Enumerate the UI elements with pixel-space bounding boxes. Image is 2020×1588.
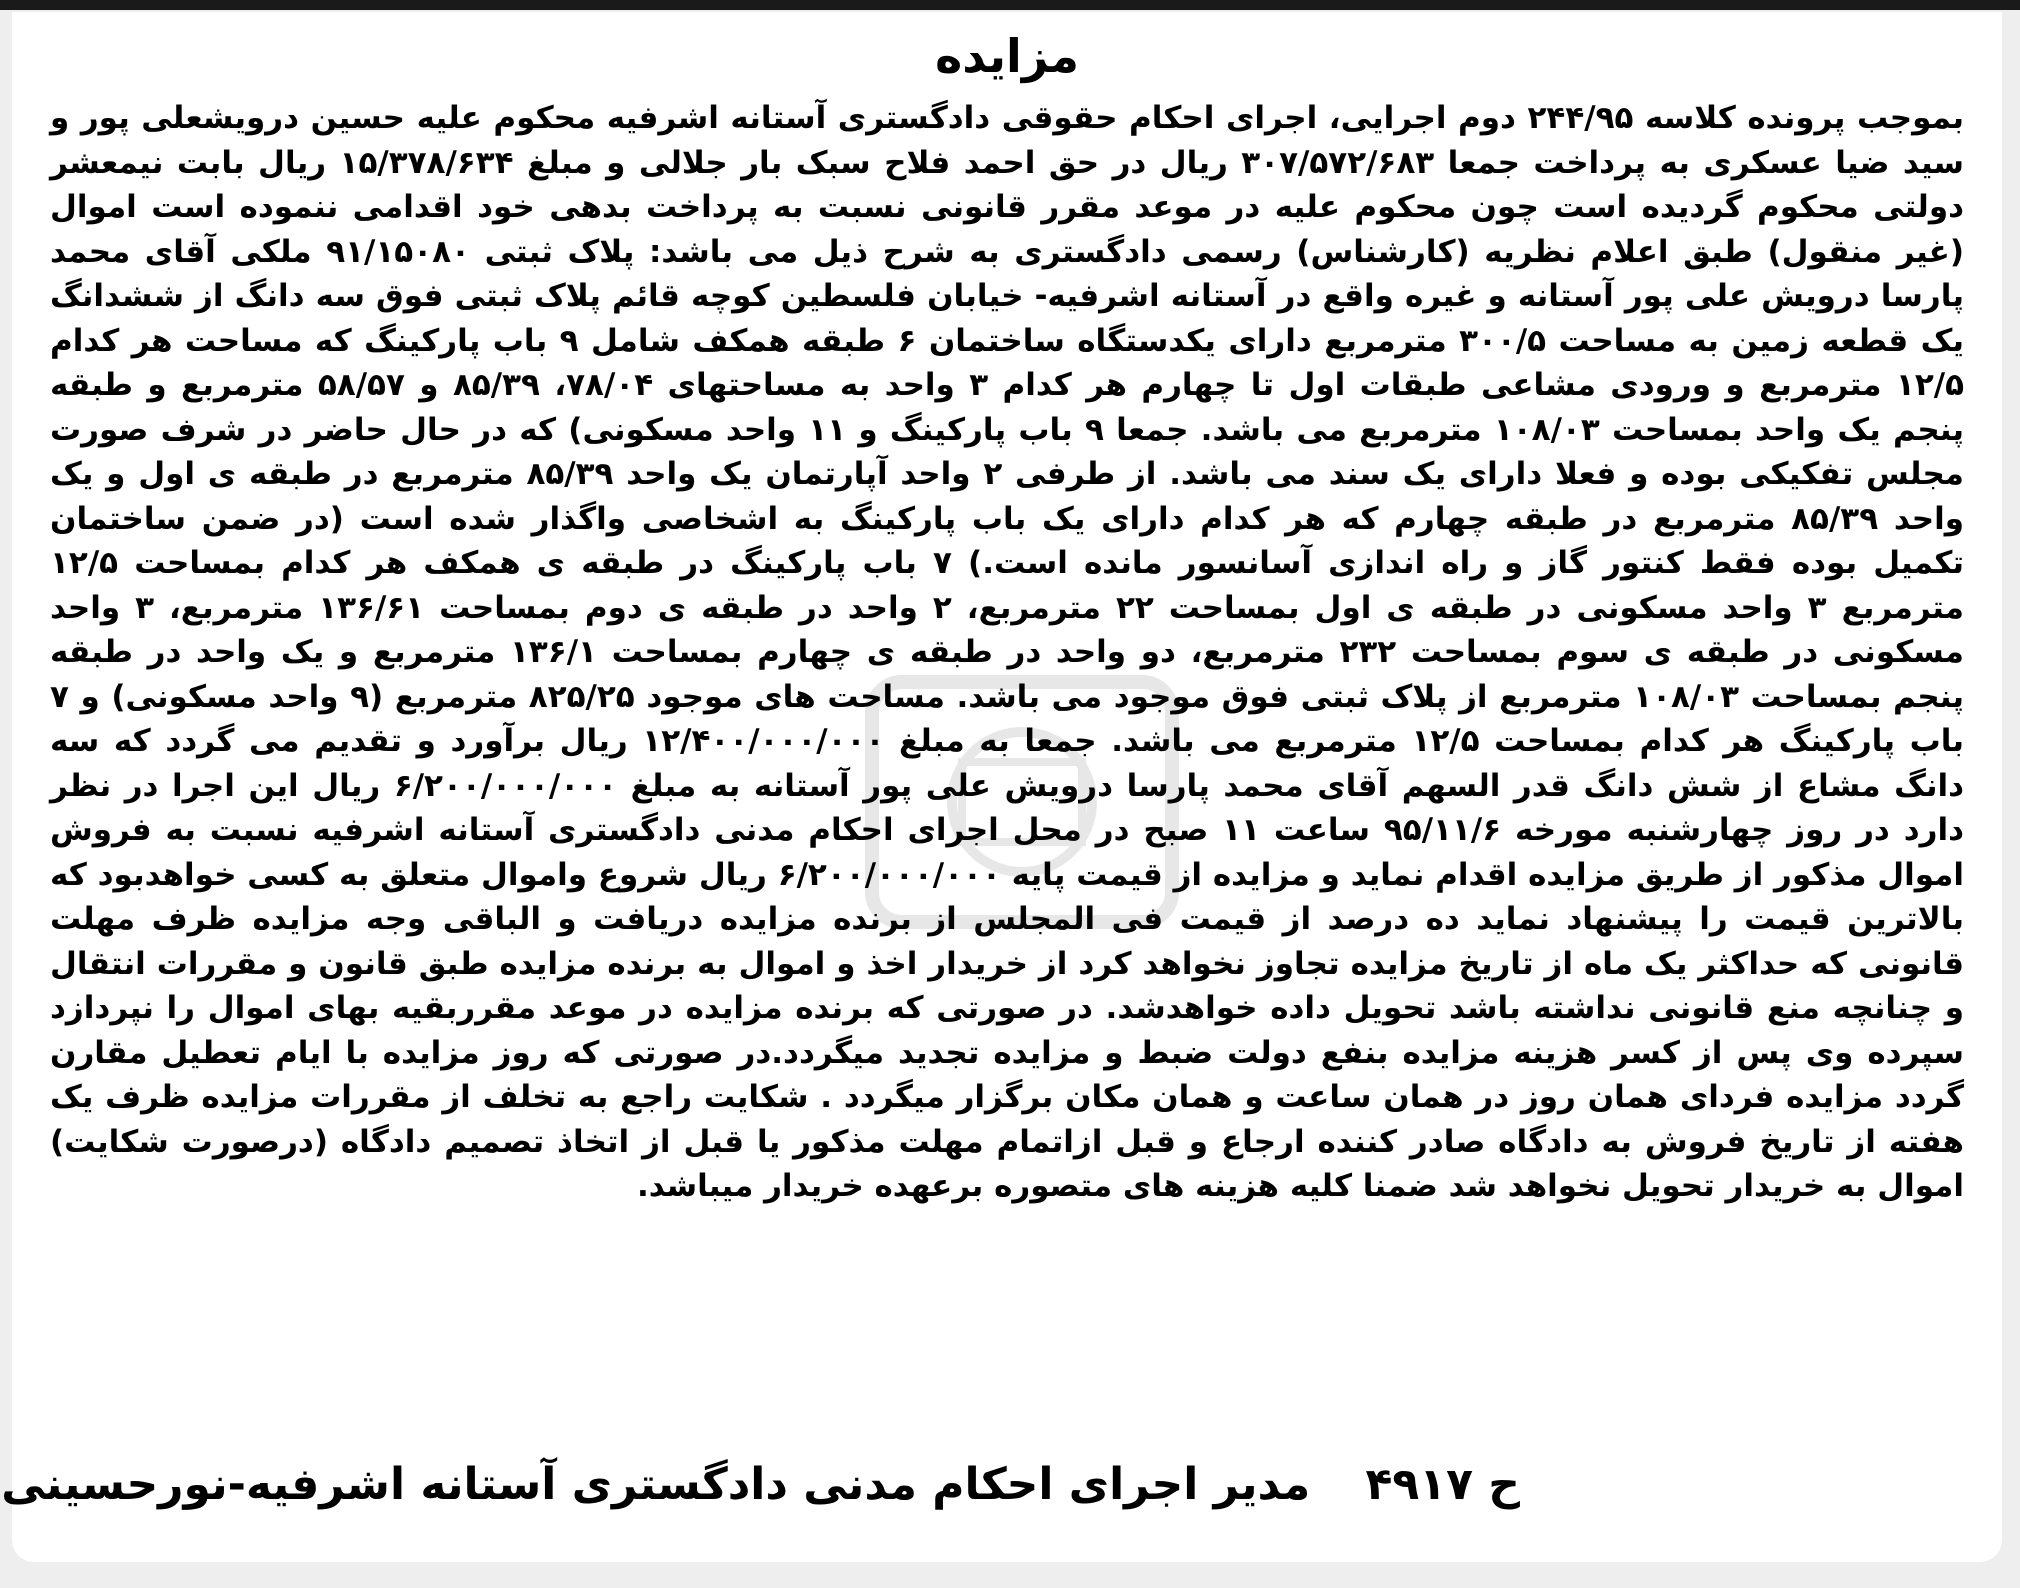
notice-title: مزایده xyxy=(935,29,1079,83)
signature-line: مدیر اجرای احکام مدنی دادگستری آستانه اشرفیه-نورحسینی xyxy=(1,1459,1311,1510)
notice-page xyxy=(1,12,2002,1562)
reference-code: ح ۴۹۱۷ xyxy=(1365,1459,1520,1510)
notice-body: بموجب پرونده کلاسه ۲۴۴/۹۵ دوم اجرایی، اجرای احکام حقوقی دادگستری آستانه اشرفیه محکوم علیه حسین درویشعلی پور و سید ضیا عسکری به پرداخت جمعا ۳۰۷/۵۷۲/۶۸۳ ریال در حق احمد فلاح سبک بار جلالی و مبلغ ۱۵/۳۷۸/۶۳۴ ریال بابت نیمعشر دولتی محکوم گردیده است چون محکوم علیه در موعد مقرر قانونی نسبت به پرداخت بدهی خود اقدامی ننموده است اموال (غیر منقول) طبق اعلام نظریه (کارشناس) رسمی دادگستری به شرح ذیل می باشد: پلاک ثبتی ۹۱/۱۵۰۸۰ ملکی آقای محمد پارسا درویش علی پور آستانه و غیره واقع در آستانه اشرفیه- خیابان فلسطین کوچه قائم پلاک ثبتی فوق سه دانگ از ششدانگ یک قطعه زمین به مساحت ۳۰۰/۵ مترمربع دارای یکدستگاه ساختمان ۶ طبقه همکف شامل ۹ باب پارکینگ که مساحت هر کدام ۱۲/۵ مترمربع و ورودی مشاعی طبقات اول تا چهارم هر کدام ۳ واحد به مساحتهای ۷۸/۰۴، ۸۵/۳۹ و ۵۸/۵۷ مترمربع و طبقه پنجم یک واحد بمساحت ۱۰۸/۰۳ مترمربع می باشد. جمعا ۹ باب پارکینگ و ۱۱ واحد مسکونی) که در حال حاضر در شرف صورت مجلس تفکیکی بوده و فعلا دارای یک سند می باشد. از طرفی ۲ واحد آپارتمان یک واحد ۸۵/۳۹ مترمربع در طبقه ی اول و یک واحد ۸۵/۳۹ مترمربع در طبقه چهارم که هر کدام دارای یک باب پارکینگ به اشخاصی واگذار شده است (در ضمن ساختمان تکمیل بوده فقط کنتور گاز و راه اندازی آسانسور مانده است.) ۷ باب پارکینگ در طبقه ی همکف هر کدام بمساحت ۱۲/۵ مترمربع ۳ واحد مسکونی در طبقه ی اول بمساحت ۲۲ مترمربع، ۲ واحد در طبقه ی دوم بمساحت ۱۳۶/۶۱ مترمربع، ۳ واحد مسکونی در طبقه ی سوم بمساحت ۲۳۲ مترمربع، دو واحد در طبقه ی چهارم بمساحت ۱۳۶/۱ مترمربع و یک واحد در طبقه پنجم بمساحت ۱۰۸/۰۳ مترمربع از پلاک ثبتی فوق موجود می باشد. مساحت های موجود ۸۲۵/۲۵ مترمربع (۹ واحد مسکونی) و ۷ باب پارکینگ هر کدام بمساحت ۱۲/۵ مترمربع می باشد. جمعا به مبلغ ۱۲/۴۰۰/۰۰۰/۰۰۰ ریال برآورد و تقدیم می گردد که سه دانگ مشاع از شش دانگ قدر السهم آقای محمد پارسا درویش علی پور آستانه به مبلغ ۶/۲۰۰/۰۰۰/۰۰۰ ریال این اجرا در نظر دارد در روز چهارشنبه مورخه ۹۵/۱۱/۶ ساعت ۱۱ صبح در محل اجرای احکام مدنی دادگستری آستانه اشرفیه نسبت به فروش اموال مذکور از طریق مزایده اقدام نماید و مزایده از قیمت پایه ۶/۲۰۰/۰۰۰/۰۰۰ ریال شروع واموال متعلق به کسی خواهدبود که بالاترین قیمت را پیشنهاد نماید ده درصد از قیمت فی المجلس از برنده مزایده دریافت و الباقی وجه مزایده ظرف مهلت قانونی که حداکثر یک ماه از تاریخ مزایده تجاوز نخواهد کرد از خریدار اخذ و اموال به برنده مزایده طبق قانون و مقررات انتقال و چنانچه منع قانونی نداشته باشد تحویل داده خواهدشد. در صورتی که برنده مزایده در موعد مقرربقیه بهای اموال را نپردازد سپرده وی پس از کسر هزینه مزایده بنفع دولت ضبط و مزایده تجدید میگردد.در صورتی که روز مزایده با ایام تعطیل مقارن گردد مزایده فردای همان روز در همان ساعت و همان مکان برگزار میگردد . شکایت راجع به تخلف از مقررات مزایده ظرف یک هفته از تاریخ فروش به دادگاه صادر کننده ارجاع و قبل ازاتمام مهلت مذکور یا قبل از اتخاذ تصمیم دادگاه (درصورت شکایت) اموال به خریدار تحویل نخواهد شد ضمنا کلیه هزینه های متصوره برعهده خریدار میباشد. xyxy=(50,100,1965,1204)
top-border xyxy=(0,0,2020,10)
notice-footer xyxy=(1,1450,1520,1520)
